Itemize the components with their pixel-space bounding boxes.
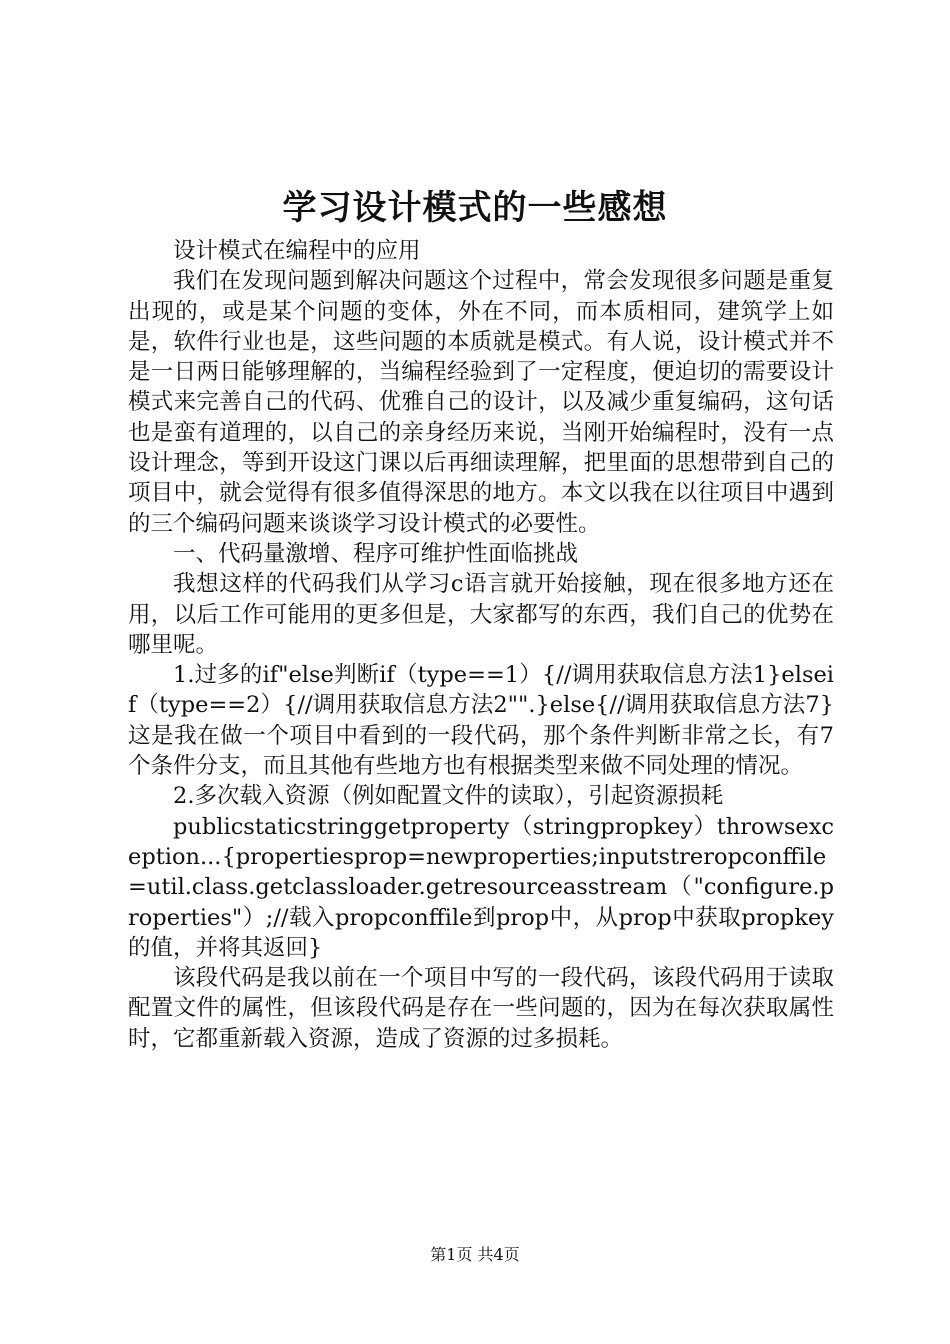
body-paragraph: 我想这样的代码我们从学习c语言就开始接触，现在很多地方还在用，以后工作可能用的更多但是，大家都写的东西，我们自己的优势在哪里呢。: [128, 571, 834, 658]
code-paragraph: publicstaticstringgetproperty（stringpropkey）throwsexception...{propertiesprop=newproperties;inputstreropconffile=util.class.getclassloader.getresourceasstream（"configure.properties"）;//载入propconffile到prop中，从prop中获取propkey的值，并将其返回}: [128, 813, 834, 961]
section-heading: 一、代码量激增、程序可维护性面临挑战: [173, 540, 579, 567]
page-footer: 第1页 共4页: [430, 1245, 520, 1264]
section-heading: 设计模式在编程中的应用: [173, 238, 421, 264]
document-body: [128, 236, 834, 1054]
section-heading: 2.多次载入资源（例如配置文件的读取），引起资源损耗: [173, 783, 724, 810]
body-paragraph: 1.过多的if"else判断if（type==1）{//调用获取信息方法1}elseif（type==2）{//调用获取信息方法2"".}else{//调用获取信息方法7}这是我在做一个项目中看到的一段代码，那个条件判断非常之长，有7个条件分支，而且其他有些地方也有根据类型来做不同处理的情况。: [128, 662, 834, 780]
body-paragraph: 我们在发现问题到解决问题这个过程中，常会发现很多问题是重复出现的，或是某个问题的变体，外在不同，而本质相同，建筑学上如是，软件行业也是，这些问题的本质就是模式。有人说，设计模式并不是一日两日能够理解的，当编程经验到了一定程度，便迫切的需要设计模式来完善自己的代码、优雅自己的设计，以及减少重复编码，这句话也是蛮有道理的，以自己的亲身经历来说，当刚开始编程时，没有一点设计理念，等到开设这门课以后再细读理解，把里面的思想带到自己的项目中，就会觉得有很多值得深思的地方。本文以我在以往项目中遇到的三个编码问题来谈谈学习设计模式的必要性。: [128, 268, 834, 537]
document-title: 学习设计模式的一些感想: [282, 188, 668, 228]
body-paragraph: 该段代码是我以前在一个项目中写的一段代码，该段代码用于读取配置文件的属性，但该段代码是存在一些问题的，因为在每次获取属性时，它都重新载入资源，造成了资源的过多损耗。: [128, 965, 834, 1052]
